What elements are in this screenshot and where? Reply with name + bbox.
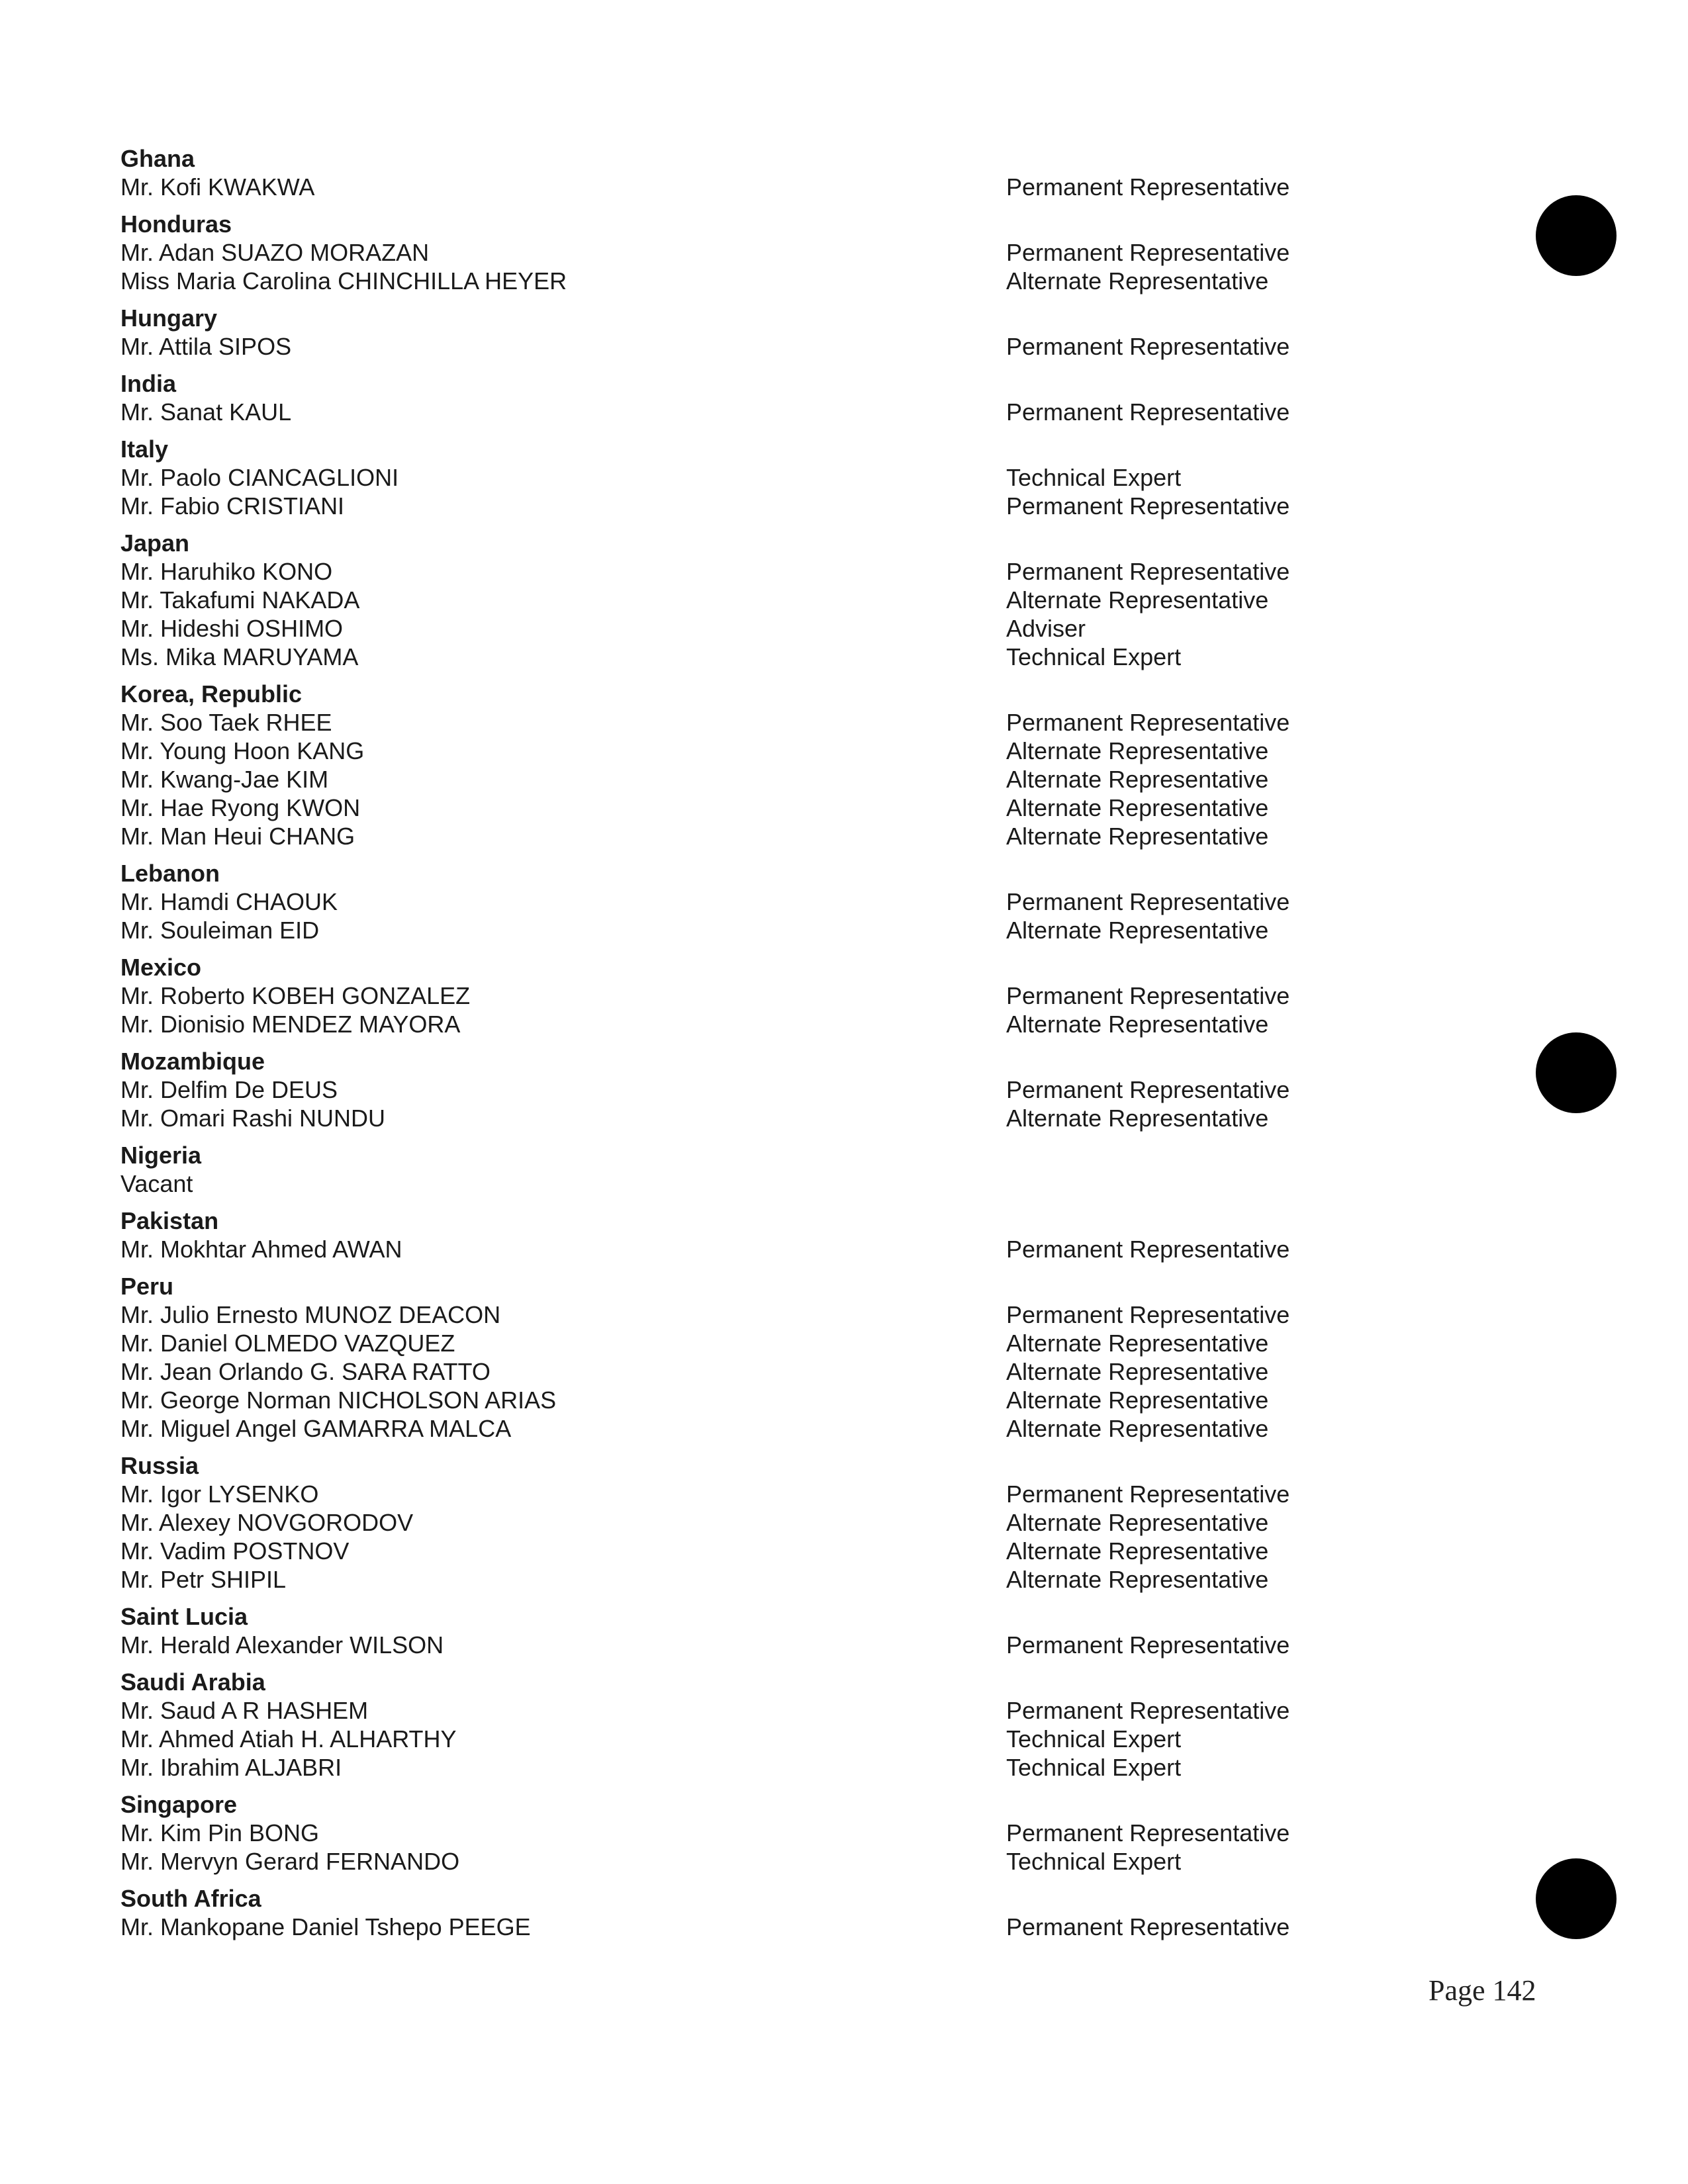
member-row: [120, 1631, 1378, 1659]
member-name: Mr. Alexey NOVGORODOV: [120, 1509, 414, 1536]
punch-hole-middle: [1536, 1032, 1617, 1113]
member-name: Mr. Saud A R HASHEM: [120, 1697, 369, 1724]
country-heading: India: [120, 370, 177, 397]
country-heading: Korea, Republic: [120, 680, 303, 707]
member-name: Mr. Jean Orlando G. SARA RATTO: [120, 1358, 491, 1385]
member-name: Mr. Julio Ernesto MUNOZ DEACON: [120, 1301, 501, 1328]
member-role: Permanent Representative: [1006, 333, 1290, 360]
country-group: [120, 1451, 1378, 1594]
member-name: Mr. Dionisio MENDEZ MAYORA: [120, 1011, 461, 1038]
member-row: [120, 463, 1378, 492]
member-role: Technical Expert: [1006, 1754, 1182, 1781]
member-name: Mr. Mervyn Gerard FERNANDO: [120, 1848, 460, 1875]
member-role: Alternate Representative: [1006, 1105, 1269, 1132]
member-role: Technical Expert: [1006, 464, 1182, 491]
member-role: Permanent Representative: [1006, 398, 1290, 426]
member-name: Mr. Man Heui CHANG: [120, 823, 355, 850]
country-group: [120, 369, 1378, 426]
member-row: [120, 643, 1378, 671]
member-name: Mr. Attila SIPOS: [120, 333, 292, 360]
member-role: Technical Expert: [1006, 1725, 1182, 1752]
member-row: [120, 981, 1378, 1010]
member-row: [120, 1753, 1378, 1782]
member-role: Permanent Representative: [1006, 492, 1290, 520]
member-row: [120, 332, 1378, 361]
member-row: [120, 1819, 1378, 1847]
member-role: Permanent Representative: [1006, 1697, 1290, 1724]
member-name: Mr. Sanat KAUL: [120, 398, 292, 426]
member-row: [120, 1847, 1378, 1876]
member-role: Alternate Representative: [1006, 1011, 1269, 1038]
member-role: Permanent Representative: [1006, 1076, 1290, 1103]
member-name: Mr. Roberto KOBEH GONZALEZ: [120, 982, 471, 1009]
member-name: Mr. Kim Pin BONG: [120, 1819, 320, 1846]
member-name: Mr. Kofi KWAKWA: [120, 173, 315, 201]
member-name: Mr. Mokhtar Ahmed AWAN: [120, 1236, 402, 1263]
member-name: Mr. Ibrahim ALJABRI: [120, 1754, 342, 1781]
member-name: Mr. Hideshi OSHIMO: [120, 615, 344, 642]
member-role: Alternate Representative: [1006, 267, 1269, 295]
member-role: Permanent Representative: [1006, 709, 1290, 736]
page-number: Page 142: [1429, 1974, 1536, 2007]
member-role: Alternate Representative: [1006, 1330, 1269, 1357]
member-row: [120, 586, 1378, 614]
member-role: Alternate Representative: [1006, 1387, 1269, 1414]
punch-hole-top: [1536, 195, 1617, 276]
member-name: Miss Maria Carolina CHINCHILLA HEYER: [120, 267, 567, 295]
member-row: [120, 737, 1378, 765]
country-heading: Saudi Arabia: [120, 1668, 265, 1696]
country-heading: Russia: [120, 1452, 199, 1479]
member-row: [120, 708, 1378, 737]
member-row: [120, 1075, 1378, 1104]
member-row: [120, 887, 1378, 916]
member-row: [120, 557, 1378, 586]
member-row: [120, 1537, 1378, 1565]
member-row: [120, 1913, 1378, 1941]
member-role: Permanent Representative: [1006, 1236, 1290, 1263]
member-role: Alternate Representative: [1006, 1566, 1269, 1593]
member-row: [120, 1010, 1378, 1038]
country-group: [120, 1790, 1378, 1876]
member-row: [120, 822, 1378, 850]
country-group: [120, 1602, 1378, 1659]
country-heading: Pakistan: [120, 1207, 219, 1234]
member-role: Alternate Representative: [1006, 794, 1269, 821]
country-group: [120, 304, 1378, 361]
member-name: Ms. Mika MARUYAMA: [120, 643, 359, 670]
member-role: Permanent Representative: [1006, 239, 1290, 266]
country-heading: Hungary: [120, 304, 218, 332]
member-name: Mr. Igor LYSENKO: [120, 1480, 319, 1508]
country-heading: Italy: [120, 435, 169, 463]
country-heading: Saint Lucia: [120, 1603, 248, 1630]
country-heading: Honduras: [120, 210, 232, 238]
member-role: Permanent Representative: [1006, 1301, 1290, 1328]
member-role: Permanent Representative: [1006, 888, 1290, 915]
member-name: Mr. Young Hoon KANG: [120, 737, 365, 764]
country-heading: Ghana: [120, 145, 195, 172]
member-row: [120, 1357, 1378, 1386]
member-role: Alternate Representative: [1006, 737, 1269, 764]
member-name: Mr. Souleiman EID: [120, 917, 320, 944]
member-row: [120, 1565, 1378, 1594]
country-heading: Mozambique: [120, 1048, 265, 1075]
member-row: [120, 1480, 1378, 1508]
member-row: [120, 1169, 1378, 1198]
country-group: [120, 1668, 1378, 1782]
member-role: Permanent Representative: [1006, 1819, 1290, 1846]
member-row: [120, 267, 1378, 295]
member-name: Mr. Ahmed Atiah H. ALHARTHY: [120, 1725, 457, 1752]
member-name: Mr. Herald Alexander WILSON: [120, 1631, 444, 1659]
member-name: Mr. Delfim De DEUS: [120, 1076, 338, 1103]
member-row: [120, 1508, 1378, 1537]
member-row: [120, 1414, 1378, 1443]
country-group: [120, 435, 1378, 520]
member-role: Alternate Representative: [1006, 823, 1269, 850]
member-name: Mr. Kwang-Jae KIM: [120, 766, 329, 793]
member-role: Alternate Representative: [1006, 766, 1269, 793]
country-group: [120, 1884, 1378, 1941]
member-role: Permanent Representative: [1006, 173, 1290, 201]
country-heading: South Africa: [120, 1885, 261, 1912]
member-role: Alternate Representative: [1006, 1415, 1269, 1442]
member-name: Mr. George Norman NICHOLSON ARIAS: [120, 1387, 557, 1414]
member-row: [120, 238, 1378, 267]
member-row: [120, 916, 1378, 944]
country-group: [120, 1141, 1378, 1198]
member-role: Alternate Representative: [1006, 1509, 1269, 1536]
member-role: Permanent Representative: [1006, 982, 1290, 1009]
member-name: Mr. Daniel OLMEDO VAZQUEZ: [120, 1330, 455, 1357]
member-name: Mr. Hae Ryong KWON: [120, 794, 361, 821]
member-role: Technical Expert: [1006, 1848, 1182, 1875]
member-row: [120, 614, 1378, 643]
member-row: [120, 492, 1378, 520]
member-row: [120, 1329, 1378, 1357]
member-row: [120, 398, 1378, 426]
country-group: [120, 1272, 1378, 1443]
country-group: [120, 953, 1378, 1038]
country-heading: Lebanon: [120, 860, 220, 887]
member-name: Vacant: [120, 1170, 193, 1197]
member-name: Mr. Haruhiko KONO: [120, 558, 333, 585]
country-group: [120, 529, 1378, 671]
country-heading: Nigeria: [120, 1142, 202, 1169]
member-name: Mr. Petr SHIPIL: [120, 1566, 287, 1593]
country-heading: Japan: [120, 529, 190, 557]
member-row: [120, 173, 1378, 201]
member-role: Permanent Representative: [1006, 1480, 1290, 1508]
member-name: Mr. Hamdi CHAOUK: [120, 888, 338, 915]
country-heading: Singapore: [120, 1791, 238, 1818]
country-group: [120, 144, 1378, 201]
member-row: [120, 765, 1378, 794]
member-row: [120, 1725, 1378, 1753]
member-name: Mr. Vadim POSTNOV: [120, 1537, 350, 1565]
member-role: Technical Expert: [1006, 643, 1182, 670]
country-group: [120, 1206, 1378, 1263]
member-row: [120, 1386, 1378, 1414]
country-group: [120, 1047, 1378, 1132]
country-heading: Peru: [120, 1273, 174, 1300]
member-row: [120, 1696, 1378, 1725]
country-heading: Mexico: [120, 954, 202, 981]
member-name: Mr. Soo Taek RHEE: [120, 709, 332, 736]
member-role: Alternate Representative: [1006, 1358, 1269, 1385]
member-row: [120, 1104, 1378, 1132]
member-name: Mr. Takafumi NAKADA: [120, 586, 360, 614]
country-group: [120, 680, 1378, 850]
member-row: [120, 1235, 1378, 1263]
member-role: Adviser: [1006, 615, 1086, 642]
member-name: Mr. Miguel Angel GAMARRA MALCA: [120, 1415, 512, 1442]
member-role: Permanent Representative: [1006, 558, 1290, 585]
country-group: [120, 210, 1378, 295]
country-group: [120, 859, 1378, 944]
member-name: Mr. Mankopane Daniel Tshepo PEEGE: [120, 1913, 531, 1940]
member-role: Alternate Representative: [1006, 586, 1269, 614]
member-role: Permanent Representative: [1006, 1913, 1290, 1940]
member-name: Mr. Omari Rashi NUNDU: [120, 1105, 386, 1132]
punch-hole-bottom: [1536, 1858, 1617, 1939]
member-name: Mr. Adan SUAZO MORAZAN: [120, 239, 430, 266]
member-name: Mr. Paolo CIANCAGLIONI: [120, 464, 399, 491]
member-name: Mr. Fabio CRISTIANI: [120, 492, 345, 520]
representatives-list: [120, 144, 1378, 1950]
member-row: [120, 794, 1378, 822]
member-role: Permanent Representative: [1006, 1631, 1290, 1659]
member-row: [120, 1300, 1378, 1329]
member-role: Alternate Representative: [1006, 917, 1269, 944]
member-role: Alternate Representative: [1006, 1537, 1269, 1565]
